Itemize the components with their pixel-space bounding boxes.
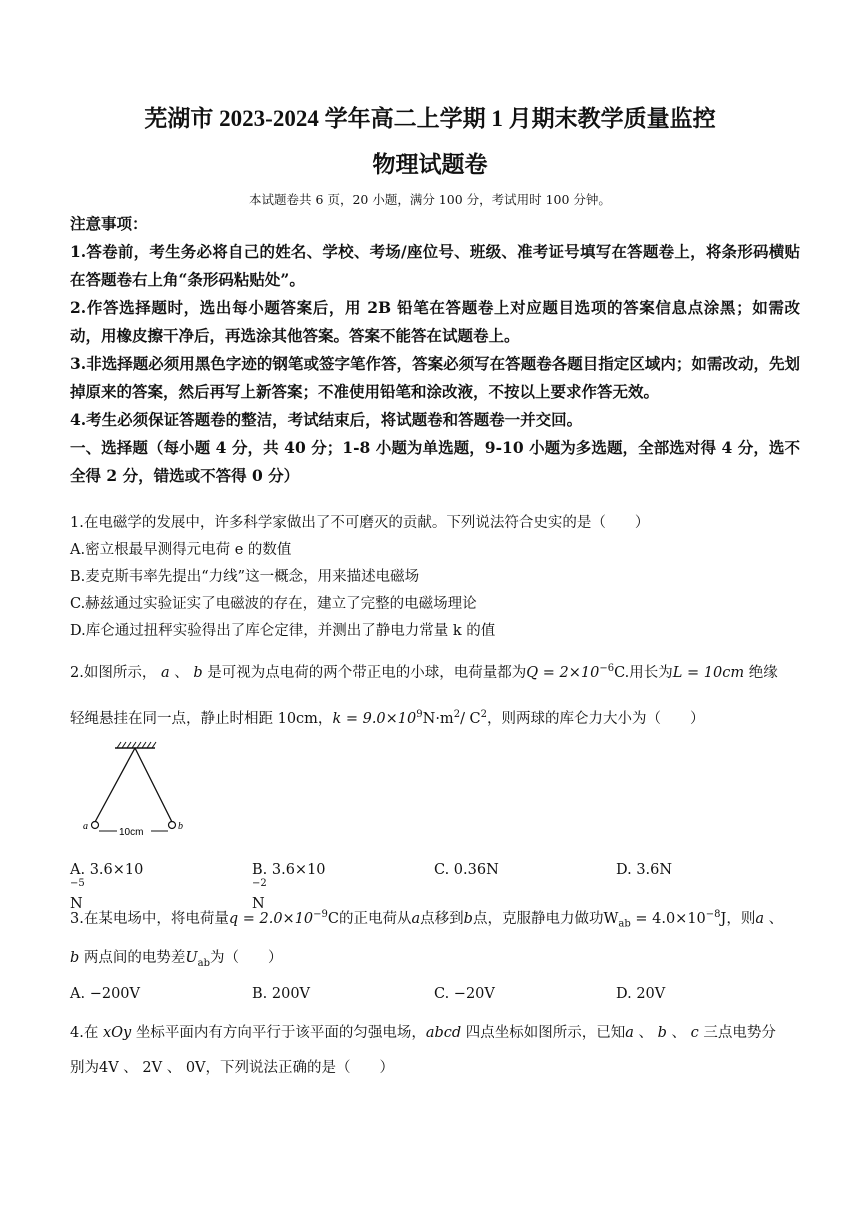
q4-stem-line1: 4.在 xOy 坐标平面内有方向平行于该平面的匀强电场，abcd 四点坐标如图所示，已知a 、 b 、 c 三点电势分 xyxy=(70,1025,776,1041)
string-left xyxy=(95,748,135,822)
q4-stem-line2: 别为4V 、 2V 、 0V，下列说法正确的是（ ） xyxy=(70,1060,395,1076)
q3-option-b: B. 200V xyxy=(252,986,311,1002)
q3-option-d: D. 20V xyxy=(616,986,666,1002)
label-a: a xyxy=(83,821,88,832)
exam-title: 芜湖市 2023-2024 学年高二上学期 1 月期末教学质量监控 xyxy=(144,106,716,131)
ball-a xyxy=(92,822,99,829)
q2-option-c: C. 0.36N xyxy=(434,862,499,878)
q2-option-d: D. 3.6N xyxy=(616,862,673,878)
q3-stem-line2: b 两点间的电势差$U_{ab}$为（ ） xyxy=(70,950,283,969)
q1-option-d: D.库仑通过扭秤实验得出了库仑定律，并测出了静电力常量 k 的值 xyxy=(70,623,496,639)
q1-option-a: A.密立根最早测得元电荷 e 的数值 xyxy=(70,542,292,558)
q1-option-b: B.麦克斯韦率先提出“力线”这一概念，用来描述电磁场 xyxy=(70,569,420,585)
notice-item-1: 1.答卷前，考生务必将自己的姓名、学校、考场/座位号、班级、准考证号填写在答题卷上，将条形码横贴在答题卷右上角“条形码粘贴处”。 xyxy=(70,242,800,289)
notice-heading: 注意事项： xyxy=(70,214,148,233)
q2-pendulum-diagram xyxy=(80,740,192,840)
exam-info: 本试题卷共 6 页，20 小题，满分 100 分，考试用时 100 分钟。 xyxy=(249,192,611,207)
q3-stem-line1: 3.在某电场中，将电荷量$q = 2.0\times 10^{-9}C$的正电荷从a点移到b点，克服静电力做功$W_{ab} = 4.0\times 10^{-8}J$，则a 、 xyxy=(70,909,784,930)
q3-options xyxy=(70,986,800,1002)
notice-item-2: 2.作答选择题时，选出每小题答案后，用 2B 铅笔在答题卷上对应题目选项的答案信息点涂黑；如需改动，用橡皮擦干净后，再选涂其他答案。答案不能答在试题卷上。 xyxy=(70,298,800,345)
label-b: b xyxy=(178,821,183,832)
ball-b xyxy=(169,822,176,829)
section-heading: 一、选择题（每小题 4 分，共 40 分；1-8 小题为单选题，9-10 小题为多选题，全部选对得 4 分，选不全得 2 分，错选或不答得 0 分） xyxy=(70,438,800,485)
notice-item-4: 4.考生必须保证答题卷的整洁，考试结束后，将试题卷和答题卷一并交回。 xyxy=(70,410,583,429)
q2-stem-line2: 轻绳悬挂在同一点，静止时相距 10cm，$k = 9.0\times 10^9N\cdot m^2/$ $C^2$，则两球的库仑力大小为（ ） xyxy=(70,709,705,727)
notice-section xyxy=(70,210,800,490)
exam-subject-title: 物理试题卷 xyxy=(372,152,488,177)
q2-option-a: A. $3.6\times 10^{-5}$ N xyxy=(70,862,144,912)
q3-option-c: C. −20V xyxy=(434,986,495,1002)
q2-option-b: B. $3.6\times 10^{-2}$ N xyxy=(252,862,326,912)
q3-option-a: A. −200V xyxy=(70,986,140,1002)
string-right xyxy=(135,748,172,822)
q2-stem-line1: 2.如图所示， a 、 b 是可视为点电荷的两个带正电的小球，电荷量都为$Q = 2\times 10^{-6}C$.用长为L = 10cm 绝缘 xyxy=(70,663,778,681)
notice-item-3: 3.非选择题必须用黑色字迹的钢笔或签字笔作答，答案必须写在答题卷各题目指定区域内；如需改动，先划掉原来的答案，然后再写上新答案；不准使用铅笔和涂改液，不按以上要求作答无效。 xyxy=(70,354,800,401)
distance-label: 10cm xyxy=(119,827,144,838)
q1-option-c: C.赫兹通过实验证实了电磁波的存在，建立了完整的电磁场理论 xyxy=(70,596,477,612)
ceiling-hatch xyxy=(117,742,156,748)
q1-stem: 1.在电磁学的发展中，许多科学家做出了不可磨灭的贡献。下列说法符合史实的是（ ） xyxy=(70,515,650,531)
